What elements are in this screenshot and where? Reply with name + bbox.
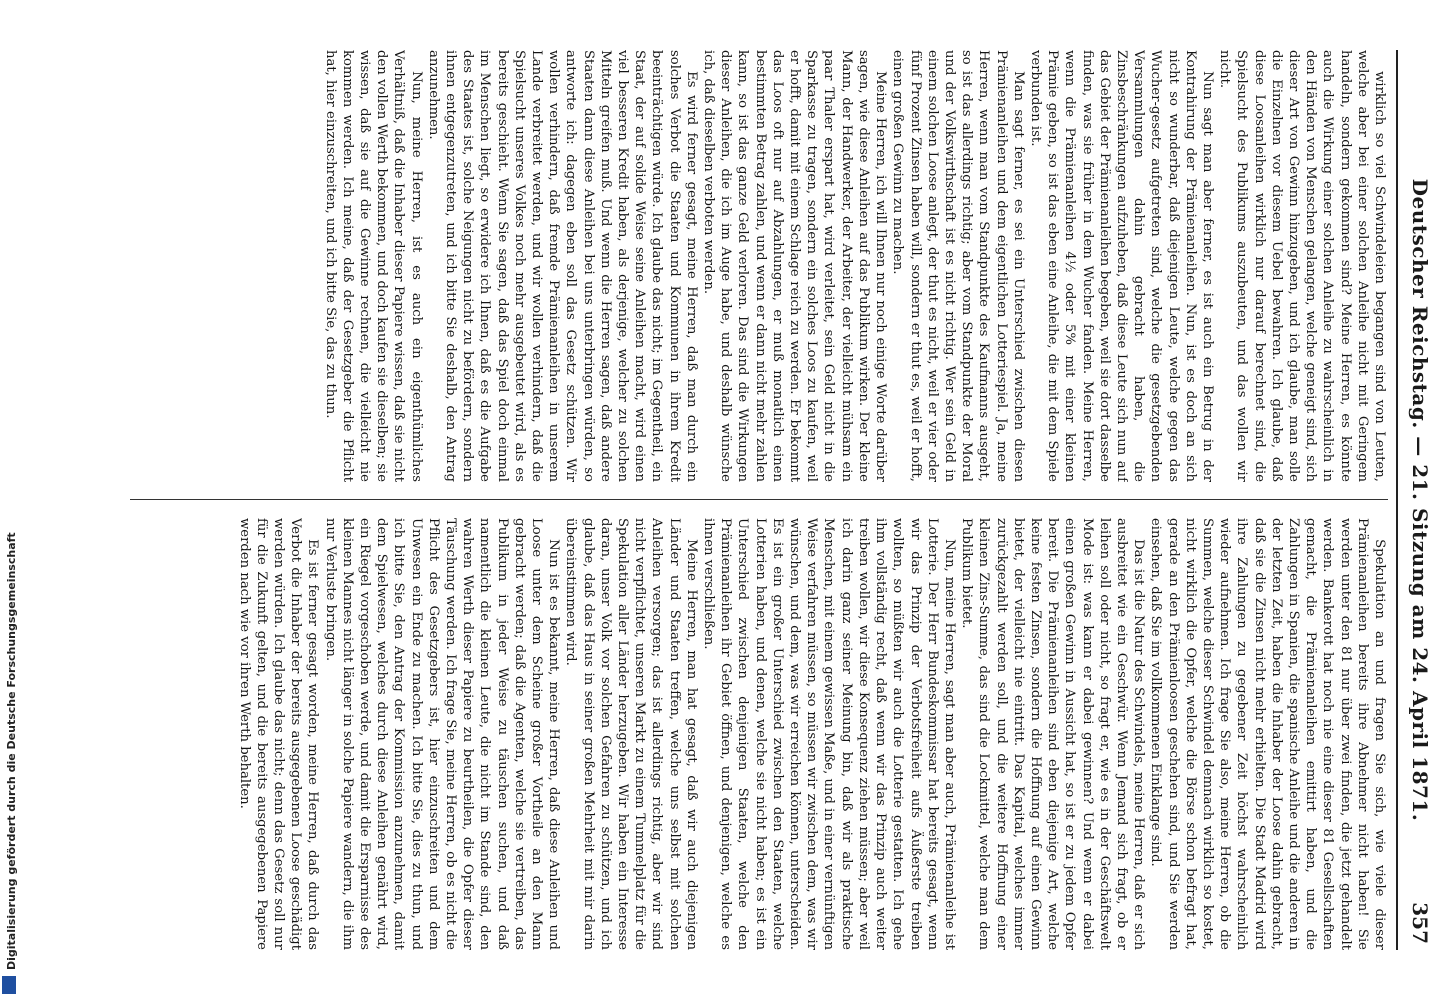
- page-number: 357: [1408, 902, 1432, 944]
- page-header: [1396, 50, 1432, 950]
- dfg-logo-icon: [2, 976, 16, 994]
- paragraph: Es wird ferner gesagt, meine Herren, daß man durch ein solches Verbot die Staaten und Kommunen in ihrem Kredit beeinträchtigen würde. Ich glaube das nicht; im Gegentheil, ein Staat, der auf solide Weise seine Anleihen macht, wird einen viel besseren Kredit haben, als derjenige, welcher zu solchen Mitteln greifen muß. Und wenn die Herren sagen, daß andere Staaten dann diese Anleihen bei uns unterbringen würden, so antworte ich: dagegen eben soll das Gesetz schützen. Wir wollen verhindern, daß fremde Prämienanleihen in unserem Lande verbreitet werden, und wir wollen verhindern, daß die Spielsucht unseres Volkes noch mehr ausgebeutet wird, als es bereits geschieht. Wenn Sie sagen, daß das Spiel doch einmal im Menschen liegt, so erwidere ich Ihnen, daß es die Aufgabe des Staates ist, solche Neigungen nicht zu befördern, sondern ihnen entgegenzutreten, und ich bitte Sie deshalb, den Antrag anzunehmen.: [425, 50, 699, 482]
- paragraph: Meine Herren, man hat gesagt, daß wir auch diejenigen Länder und Staaten treffen, welche uns selbst mit solchen Anleihen versorgen; das ist allerdings richtig, aber wir sind nicht verpflichtet, unseren Markt zu einem Tummelplatz für die Spekulation aller Länder herzugeben. Wir haben ein Interesse daran, unser Volk vor solchen Gefahren zu schützen, und ich glaube, daß das Haus in seiner großen Mehrheit mit mir darin übereinstimmen wird.: [563, 518, 699, 950]
- paragraph: Meine Herren, ich will Ihnen nur noch einige Worte darüber sagen, wie diese Anleihen auf das Publikum wirken. Der kleine Mann, der Handwerker, der Arbeiter, der vielleicht mühsam ein paar Thaler erspart hat, wird verleitet, sein Geld nicht in die Sparkasse zu tragen, sondern ein solches Loos zu kaufen, weil er hofft, damit mit einem Schlage reich zu werden. Er bekommt das Loos oft nur auf Abzahlungen, er muß monatlich einen bestimmten Betrag zahlen, und wenn er dann nicht mehr zahlen kann, so ist das ganze Geld verloren. Das sind die Wirkungen dieser Anleihen, die ich im Auge habe, und deshalb wünsche ich, daß dieselben verboten werden.: [701, 50, 889, 482]
- credit-text: Digitalisierung gefördert durch die Deutsche Forschungsgemeinschaft: [5, 532, 18, 970]
- paragraph: Es ist ferner gesagt worden, meine Herren, daß durch das Verbot die Inhaber der bereits ausgegebenen Loose geschädigt werden würden. Ich glaube das nicht; denn das Gesetz soll nur für die Zukunft gelten, und die bereits ausgegebenen Papiere werden nach wie vor ihren Werth behalten.: [236, 518, 321, 950]
- paragraph: Das ist die Natur des Schwindels, meine Herren, daß er sich ausbreitet wie ein Geschwür. Wenn Jemand sich fragt, ob er leihen soll oder nicht, so fragt er, wie es in der Geschäftswelt Mode ist: was kann er dabei gewinnen? Und wenn er dabei einen großen Gewinn in Aussicht hat, so ist er zu jedem Opfer bereit. Die Prämienanleihen sind eben diejenige Art, welche keine festen Zinsen, sondern die Hoffnung auf einen Gewinn bietet, der vielleicht nie eintritt. Das Kapital, welches immer zurückgezahlt werden soll, und die weitere Hoffnung einer kleinen Zins-Summe, das sind die Lockmittel, welche man dem Publikum bietet.: [959, 518, 1147, 950]
- paragraph: Man sagt ferner, es sei ein Unterschied zwischen diesen Prämienanleihen und dem eigentlichen Lotteriespiel. Ja, meine Herren, wenn man vom Standpunkte des Kaufmanns ausgeht, so ist das allerdings richtig; aber vom Standpunkte der Moral und der Volkswirthschaft ist es nicht richtig. Wer sein Geld in einem solchen Loose anlegt, der thut es nicht, weil er vier oder fünf Prozent Zinsen haben will, sondern er thut es, weil er hofft, einen großen Gewinn zu machen.: [890, 50, 1026, 482]
- paragraph: Spekulation an und fragen Sie sich, wie viele dieser Prämienanleihen bereits ihre Abnehmer nicht haben! Sie werden unter den 81 nur über zwei finden, die jetzt gehandelt werden. Bankerott hat noch nie eine dieser 81 Gesellschaften gemacht, die Prämienanleihen emittirt haben, und die Zahlungen in Spanien, die spanische Anleihe und die anderen in der letzten Zeit, haben die Inhaber der Loose dahin gebracht, daß sie die Zinsen nicht mehr erhielten. Die Stadt Madrid wird ihre Zahlungen zu gegebener Zeit höchst wahrscheinlich wieder aufnehmen. Ich frage Sie also, meine Herren, ob die Summen, welche dieser Schwindel demnach wirklich so kostet, nicht wirklich die Opfer, welche die Börse schon befragt hat, gerade an den Prämienloosen geschehen sind, und Sie werden einsehen, daß Sie im vollkommenen Einklange sind.: [1148, 518, 1387, 950]
- document-page: [116, 20, 1432, 980]
- running-title: Deutscher Reichstag. — 21. Sitzung am 24. April 1871.: [1408, 178, 1432, 822]
- text-columns: [130, 50, 1388, 950]
- right-column: [130, 518, 1388, 950]
- paragraph: Nun ist es bekannt, meine Herren, daß diese Anleihen und Loose unter dem Scheine großer Vortheile an den Mann gebracht werden; daß die Agenten, welche sie vertreiben, das Publikum in jeder Weise zu täuschen suchen, und daß namentlich die kleinen Leute, die nicht im Stande sind, den wahren Werth dieser Papiere zu beurtheilen, die Opfer dieser Täuschung werden. Ich frage Sie, meine Herren, ob es nicht die Pflicht des Gesetzgebers ist, hier einzuschreiten und dem Unwesen ein Ende zu machen. Ich bitte Sie, dies zu thun, und ich bitte Sie, den Antrag der Kommission anzunehmen, damit dem Spielwesen, welches durch diese Anleihen genährt wird, ein Riegel vorgeschoben werde, und damit die Ersparnisse des kleinen Mannes nicht länger in solche Papiere wandern, die ihm nur Verluste bringen.: [322, 518, 562, 950]
- left-column: [130, 50, 1388, 482]
- paragraph: Nun, meine Herren, ist es auch ein eigenthümliches Verhältniß, daß die Inhaber dieser Papiere wissen, daß sie nicht den vollen Werth bekommen, und doch kaufen sie dieselben; sie wissen, daß sie auf die Gewinne rechnen, die vielleicht nie kommen werden. Ich meine, daß der Gesetzgeber die Pflicht hat, hier einzuschreiten, und ich bitte Sie, das zu thun.: [322, 50, 424, 482]
- paragraph: Nun sagt man aber ferner, es ist auch ein Betrug in der Kontrahirung der Prämienanleihen. Nun, ist es doch an sich nicht so wunderbar, daß diejenigen Leute, welche gegen das Wucher-gesetz aufgetreten sind, welche die gesetzgebenden Versammlungen dahin gebracht haben, die Zinsbeschränkungen aufzuheben, daß diese Leute sich nun auf das Gebiet der Prämienanleihen begeben, weil sie dort dasselbe finden, was sie früher in dem Wucher fanden. Meine Herren, wenn die Prämienanleihen 4½ oder 5% mit einer kleinen Prämie geben, so ist das eben eine Anleihe, die mit dem Spiele verbunden ist.: [1027, 50, 1215, 482]
- column-divider: [130, 499, 1388, 500]
- paragraph: Nun, meine Herren, sagt man aber auch, Prämienanleihe ist Lotterie. Der Herr Bundeskommissar hat bereits gesagt, wenn wir das Prinzip der Verbotsfreiheit aufs Äußerste treiben wollten, so müßten wir auch die Lotterie gestatten. Ich gehe ihm vollständig recht, daß wenn wir das Prinzip auch weiter treiben wollen, wir diese Konsequenz ziehen müssen; aber weil ich darin ganz seiner Meinung bin, daß wir als praktische Menschen, mit einem gewissen Maße, und in einer vernünftigen Weise verfahren müssen, so müssen wir zwischen dem, was wir wünschen, und dem, was wir erreichen können, unterscheiden. Es ist ein großer Unterschied zwischen den Staaten, welche Lotterien haben, und denen, welche sie nicht haben; es ist ein Unterschied zwischen denjenigen Staaten, welche den Prämienanleihen ihr Gebiet öffnen, und denjenigen, welche es ihnen verschließen.: [701, 518, 957, 950]
- paragraph: wirklich so viel Schwindeleien begangen sind von Leuten, welche aber bei einer solchen Anleihe nicht mit Geringem handeln, sondern gekommen sind? Meine Herren, es könnte auch die Wirkung einer solchen Anleihe zu wahrscheinlich in den Händen von Menschen gelangen, welche geneigt sind, sich dieser Art von Gewinn hinzugeben, und ich glaube, man solle die Einzelnen vor diesem Uebel bewahren. Ich glaube, daß diese Loosanleihen wirklich nur darauf berechnet sind, die Spielsucht des Publikums auszubeuten, und das wollen wir nicht.: [1217, 50, 1387, 482]
- digitization-credit: [0, 0, 18, 1000]
